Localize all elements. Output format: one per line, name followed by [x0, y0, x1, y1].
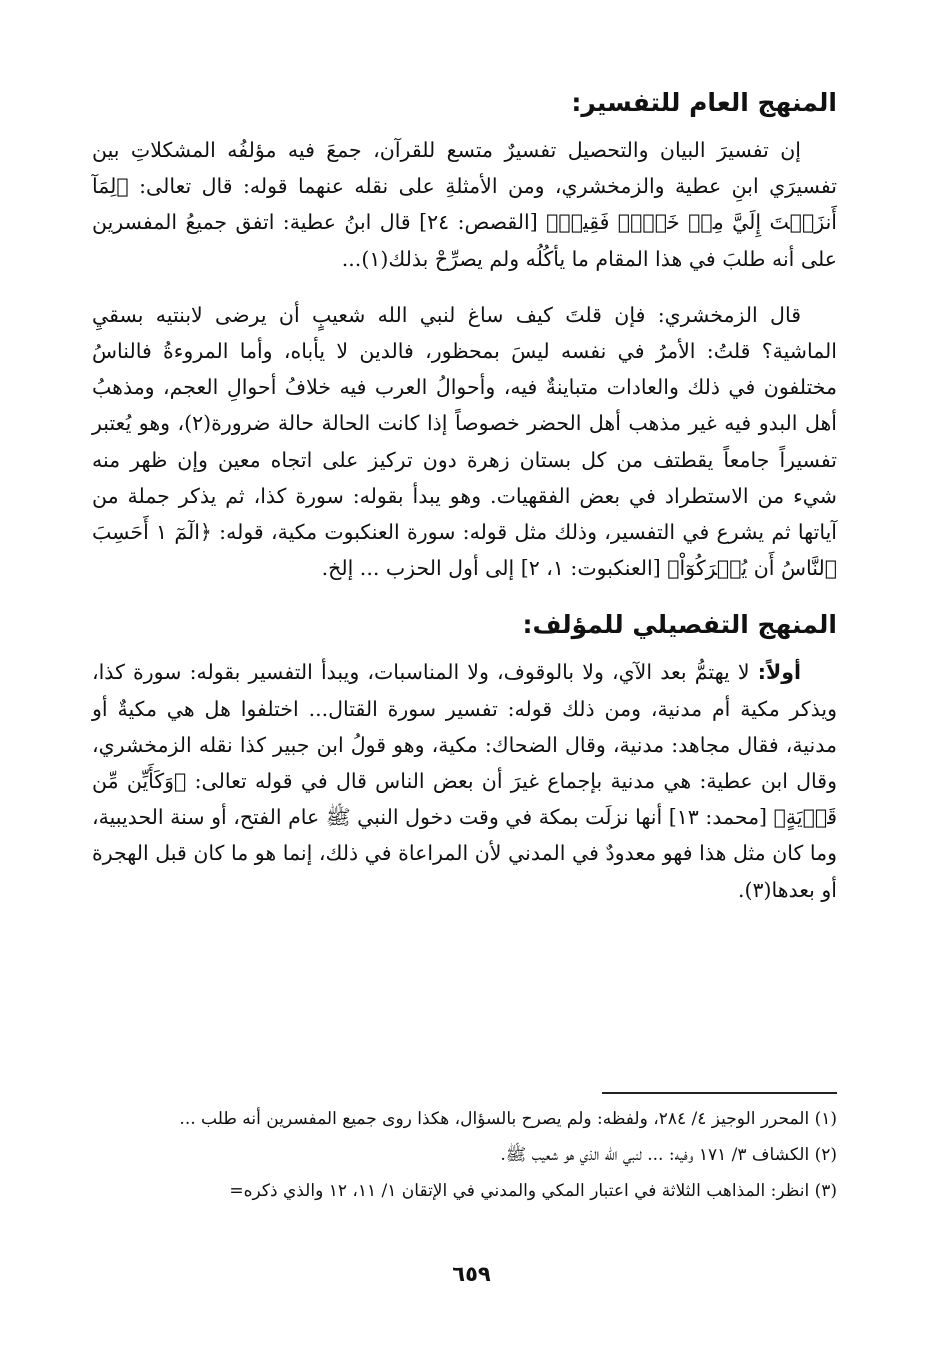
footnote-3: (٣) انظر: المذاهب الثلاثة في اعتبار المكي والمدني في الإتقان ١/ ١١، ١٢ والذي ذكره=	[229, 1181, 837, 1201]
section-heading-general: المنهج العام للتفسير:	[571, 88, 837, 117]
footnotes	[92, 1104, 837, 1212]
section-detailed-method	[92, 600, 837, 907]
section-heading-detailed: المنهج التفصيلي للمؤلف:	[522, 610, 837, 640]
paragraph-zamakhshari: قال الزمخشري: فإن قلتَ كيف ساغ لنبي الله شعيبٍ أن يرضى لابنتيه بسقيِ الماشية؟ قلتُ: الأمرُ في نفسه ليسَ بمحظور، فالدين لا يأباه، وأما المروءةُ فالناسُ مختلفون في ذلك والعادات متباينةٌ فيه، وأحوالُ العرب فيه خلافُ أحوالِ العجم، ومذهبُ أهل البدو فيه غير مذهب أهل الحضر خصوصاً إذا كانت الحالة حالة ضرورة(٢)، وهو يُعتبر تفسيراً جامعاً يقطتف من كل بستان زهرة دون تركيز على اتجاه معين وإن ظهر منه شيء من الاستطراد في بعض الفقهيات. وهو يبدأ بقوله: سورة كذا، ثم يذكر جملة من آياتها ثم يشرع في التفسير، وذلك مثل قوله: سورة العنكبوت مكية، قوله: ﴿الٓمٓ ١ أَحَسِبَ ٱلنَّاسُ أَن يُتۡرَكُوٓاْ﴾ [العنكبوت: ١، ٢] إلى أول الحزب ... إلخ.	[92, 302, 837, 581]
footnote-1: (١) المحرر الوجيز ٤/ ٢٨٤، ولفظه: ولم يصرح بالسؤال، هكذا روى جميع المفسرين أنه طلب ...	[179, 1109, 837, 1129]
section-general-method	[92, 78, 837, 586]
point-label: أولاً:	[757, 660, 801, 685]
page-number: ٦٥٩	[452, 1262, 491, 1286]
footnote-divider	[602, 1092, 837, 1094]
paragraph-first-point	[92, 654, 837, 907]
footnote-2: (٢) الكشاف ٣/ ١٧١ وفيه: ... لنبي الله الذي هو شعيب ﷺ.	[500, 1145, 837, 1165]
paragraph-intro: إن تفسيرَ البيان والتحصيل تفسيرٌ متسع للقرآن، جمعَ فيه مؤلفُه المشكلاتِ بين تفسيرَي ابنِ عطية والزمخشري، ومن الأمثلةِ على نقله عنهما قوله: قال تعالى: ﴿لِمَآ أَنزَلۡتَ إِلَيَّ مِنۡ خَيۡرٖ فَقِيرٞ﴾ [القصص: ٢٤] قال ابنُ عطية: اتفق جميعُ المفسرين على أنه طلبَ في هذا المقام ما يأكُلُه ولم يصرِّحْ بذلك(١)...	[92, 138, 837, 271]
page-body	[92, 78, 837, 916]
paragraph-first-point-text: لا يهتمُّ بعد الآي، ولا بالوقوف، ولا المناسبات، ويبدأ التفسير بقوله: سورة كذا، ويذكر مكية أم مدنية، ومن ذلك قوله: تفسير سورة القتال... اختلفوا هل هي مكيةٌ أو مدنية، فقال مجاهد: مدنية، وقال الضحاك: مكية، وهو قولُ ابن جبير كذا نقله الزمخشري، وقال ابن عطية: هي مدنية بإجماع غيرَ أن بعض الناس قال في قوله تعالى: ﴿وَكَأَيِّن مِّن قَرۡيَةٍ﴾ [محمد: ١٣] أنها نزلَت بمكة في وقت دخول النبي ﷺ عام الفتح، أو سنة الحديبية، وما كان مثل هذا فهو معدودٌ في المدني لأن المراعاة في ذلك، إنما هو ما كان قبل الهجرة أو بعدها(٣).	[92, 660, 837, 902]
